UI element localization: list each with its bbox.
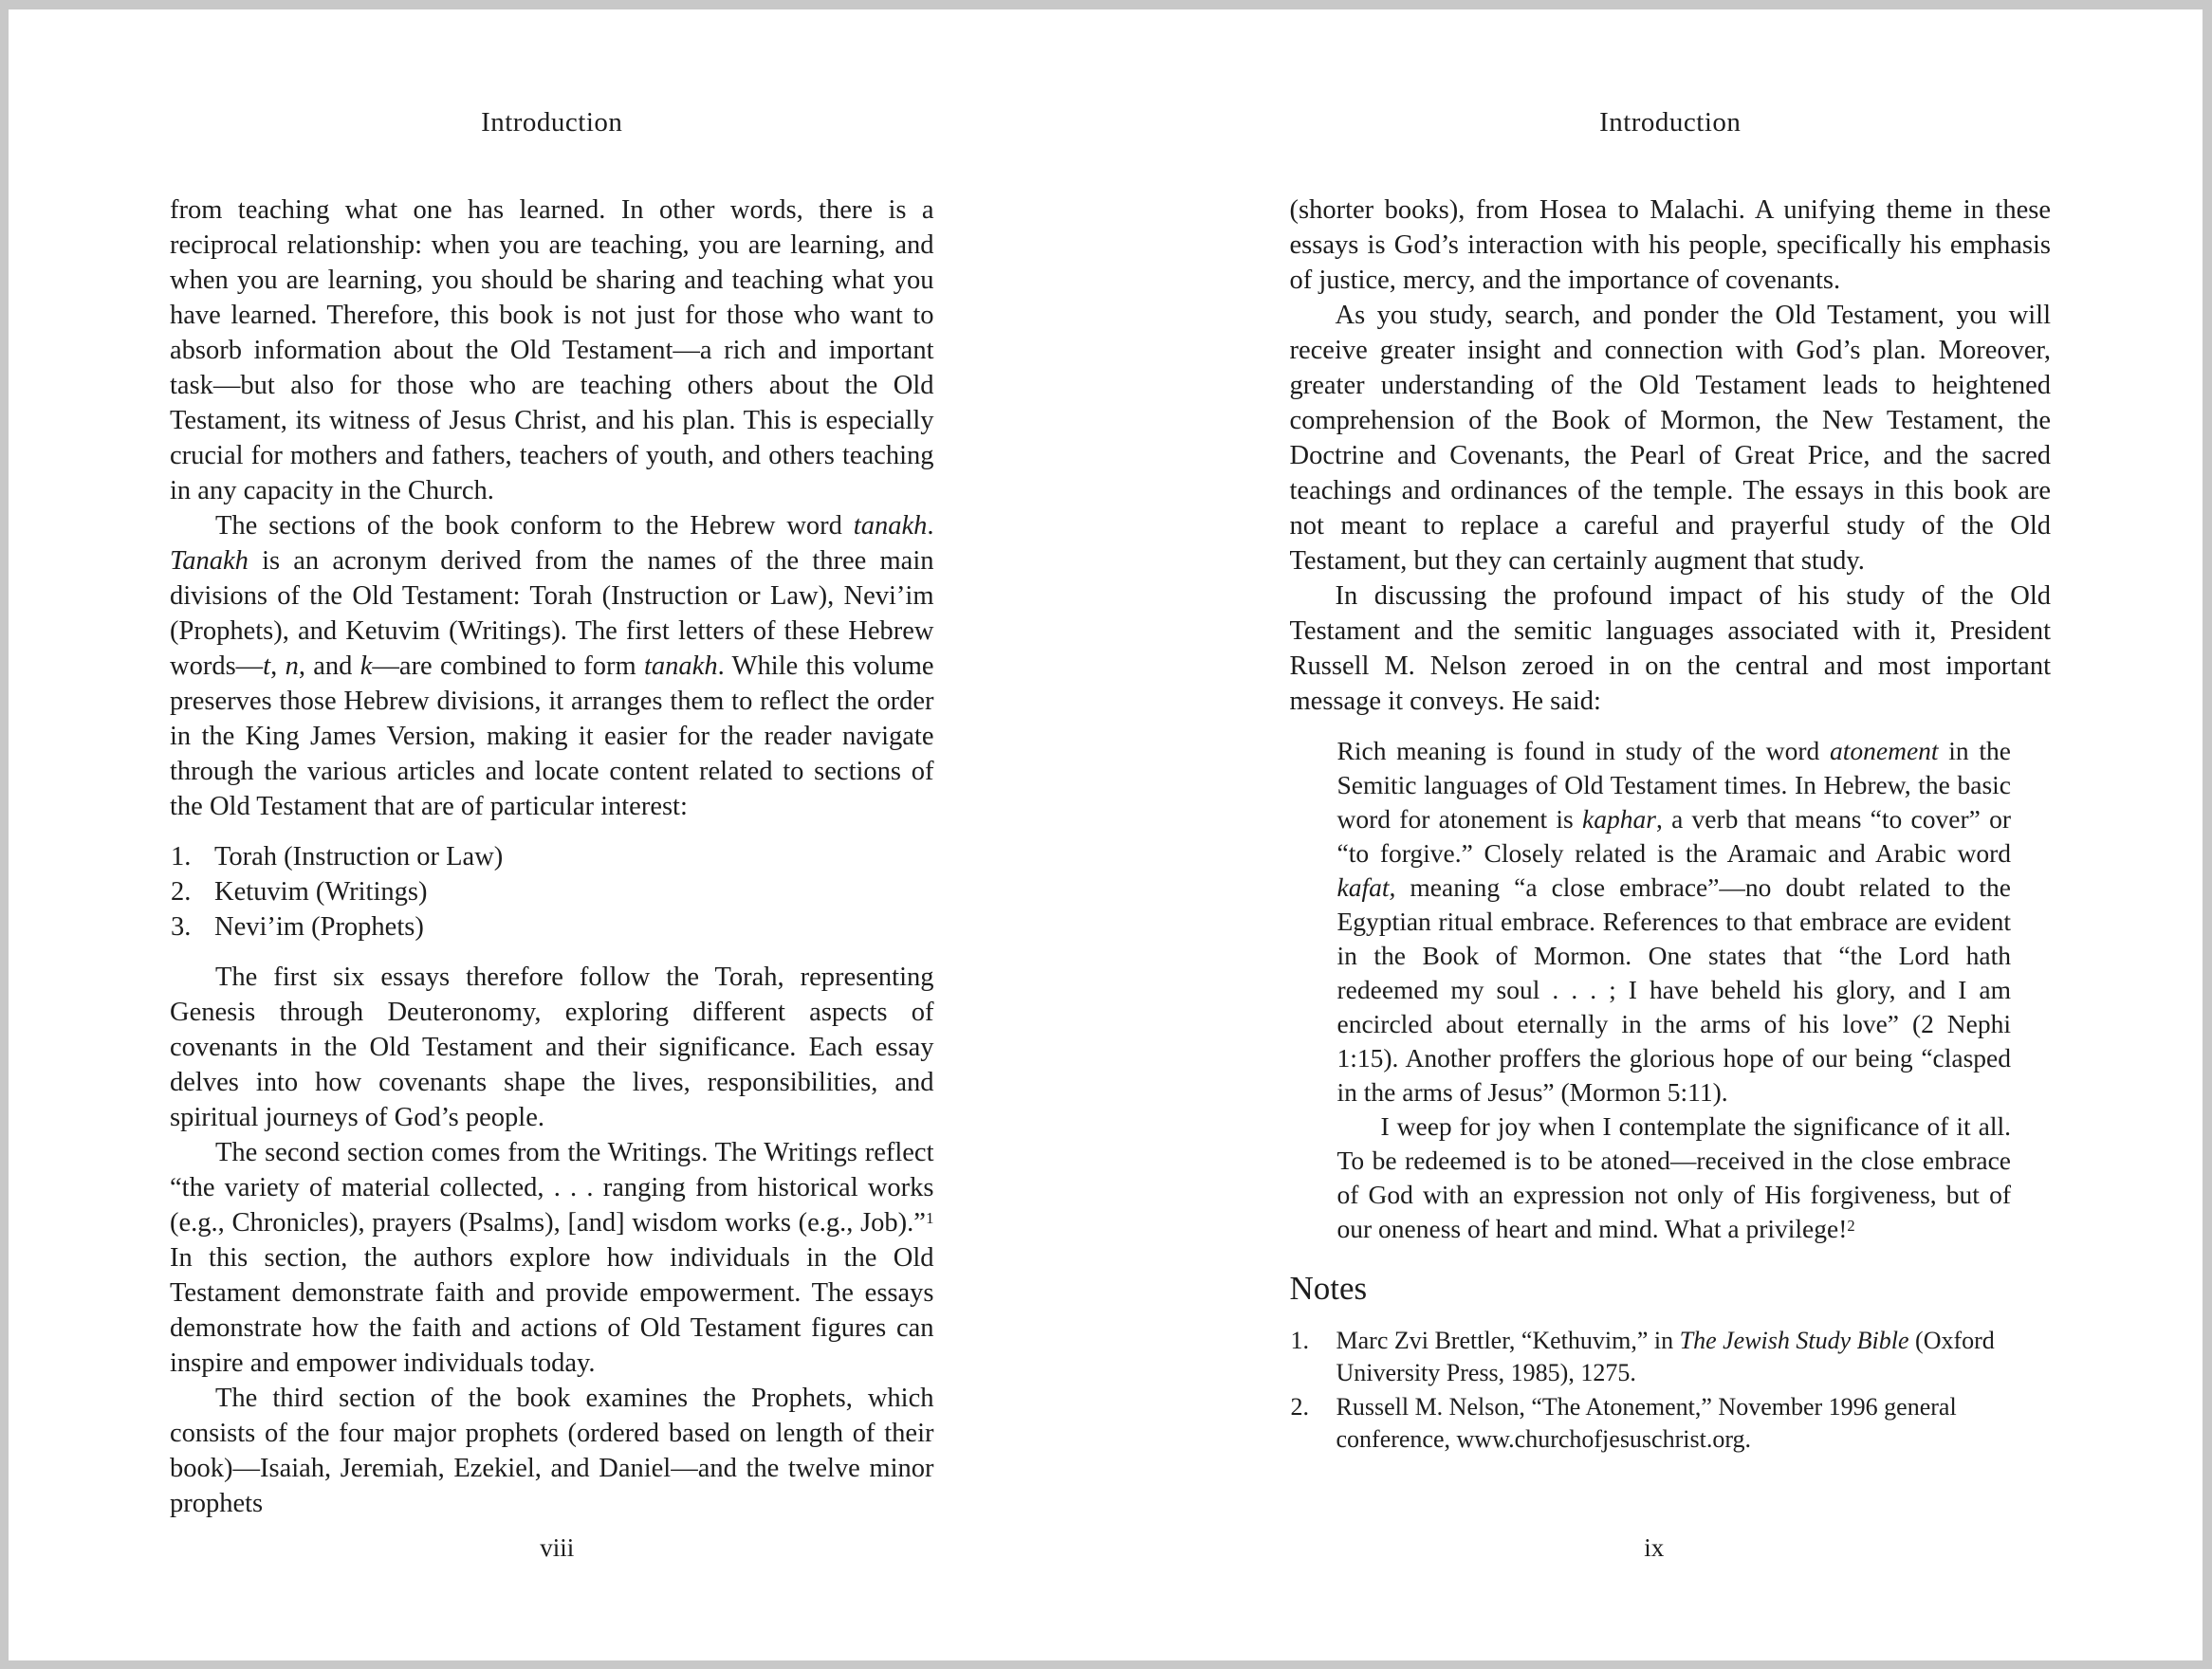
notes-list xyxy=(1290,1325,2052,1455)
list-item xyxy=(170,839,934,874)
text-run: Marc Zvi Brettler, “Kethuvim,” in xyxy=(1336,1327,1680,1354)
list-marker: 3. xyxy=(171,912,192,942)
text-run: Russell M. Nelson, “The Atonement,” November 1996 general conference, www.churchofjesuschrist.org. xyxy=(1336,1393,1957,1453)
text-run: t xyxy=(263,651,271,681)
text-run: n xyxy=(285,651,299,681)
list-text: Torah (Instruction or Law) xyxy=(214,842,504,871)
text-run: meaning “a close embrace”—no doubt related to the Egyptian ritual embrace. References to that embrace are evident in the Book of Mormon. One states that “the Lord hath redeemed my soul . . . ; I have beheld his glory, and I am encircled about eternally in the arms of his love” (2 Nephi 1:15). Another proffers the glorious hope of our being “clasped in the arms of Jesus” (Mormon 5:11). xyxy=(1336,872,2011,1107)
text-run: is an acronym derived from the names of the three main divisions of the Old Testament: Torah (Instruction or Law), Nevi’im (Prophets), and Ketuvim (Writings). The first letters of these Hebrew words— xyxy=(170,546,934,681)
text-run: , and xyxy=(298,651,360,681)
text-run: The Jewish Study Bible xyxy=(1679,1327,1909,1354)
text-run: , xyxy=(270,651,286,681)
text-run: Rich meaning is found in study of the word xyxy=(1336,736,1831,765)
text-run: (Oxford University Press, 1985), 1275. xyxy=(1336,1327,1995,1386)
block-quote xyxy=(1290,734,2052,1246)
paragraph xyxy=(1290,298,2052,578)
footnote-marker: 2 xyxy=(1847,1216,1855,1235)
text-run: tanakh xyxy=(853,511,928,541)
text-run: (shorter books), from Hosea to Malachi. A unifying theme in these essays is God’s interaction with his people, specifically his emphasis of justice, mercy, and the importance of covenants. xyxy=(1289,195,2051,295)
list-item xyxy=(170,874,934,909)
note-item xyxy=(1290,1325,2052,1388)
text-run: I weep for joy when I contemplate the significance of it all. To be redeemed is to be atoned—received in the close embrace of God with an expression not only of His forgiveness, but of our oneness of heart and mind. What a privilege! xyxy=(1336,1111,2011,1243)
quote-paragraph xyxy=(1337,734,2012,1110)
text-run: kafat, xyxy=(1336,872,1396,902)
book-page-right xyxy=(1106,9,2203,1660)
book-spread xyxy=(9,9,2203,1660)
note-marker: 1. xyxy=(1290,1327,1309,1354)
list-text: Ketuvim (Writings) xyxy=(214,877,428,907)
text-run: from teaching what one has learned. In other words, there is a reciprocal relationship: when you are teaching, you are learning, and when you are learning, you should be sharing and teaching what you have learned. Therefore, this book is not just for those who want to absorb information about the Old Testament—a rich and important task—but also for those who are teaching others about the Old Testament, its witness of Jesus Christ, and his plan. This is especially crucial for mothers and fathers, teachers of youth, and others teaching in any capacity in the Church. xyxy=(170,195,934,505)
page-body xyxy=(1290,193,2052,1455)
list-text: Nevi’im (Prophets) xyxy=(214,912,424,942)
text-run: The first six essays therefore follow the Torah, representing Genesis through Deuteronomy, exploring different aspects of covenants in the Old Testament and their significance. Each essay delves into how covenants shape the lives, responsibilities, and spiritual journeys of God’s people. xyxy=(170,963,934,1132)
list-marker: 1. xyxy=(171,842,192,871)
text-run: In discussing the profound impact of his study of the Old Testament and the semitic languages associated with it, President Russell M. Nelson zeroed in on the central and most important message it conveys. He said: xyxy=(1289,581,2051,716)
text-run: Tanakh xyxy=(170,546,249,576)
text-run: k xyxy=(359,651,373,681)
text-run: The sections of the book conform to the Hebrew word xyxy=(215,511,854,541)
paragraph xyxy=(170,508,934,824)
quote-paragraph xyxy=(1337,1110,2012,1246)
text-run: . While this volume preserves those Hebrew divisions, it arranges them to reflect the order in the King James Version, making it easier for the reader navigate through the various articles and locate content related to sections of the Old Testament that are of particular interest: xyxy=(170,651,934,821)
text-run: The third section of the book examines the Prophets, which consists of the four major prophets (ordered based on length of their book)—Isaiah, Jeremiah, Ezekiel, and Daniel—and the twelve minor prophets xyxy=(170,1384,934,1518)
paragraph xyxy=(170,1135,934,1381)
paragraph xyxy=(1290,578,2052,719)
book-page-left xyxy=(9,9,1106,1660)
paragraph xyxy=(170,960,934,1135)
page-number: ix xyxy=(1644,1533,1665,1562)
note-marker: 2. xyxy=(1290,1393,1309,1421)
paragraph xyxy=(170,1381,934,1521)
text-run: In this section, the authors explore how individuals in the Old Testament demonstrate faith and provide empowerment. The essays demonstrate how the faith and actions of Old Testament figures can inspire and empower individuals today. xyxy=(170,1243,934,1378)
text-run: As you study, search, and ponder the Old Testament, you will receive greater insight and connection with God’s plan. Moreover, greater understanding of the Old Testament leads to heightened comprehension of the Book of Mormon, the New Testament, the Doctrine and Covenants, the Pearl of Great Price, and the sacred teachings and ordinances of the temple. The essays in this book are not meant to replace a careful and prayerful study of the Old Testament, but they can certainly augment that study. xyxy=(1289,301,2051,576)
list-item xyxy=(170,909,934,945)
text-run: . xyxy=(927,511,934,541)
text-run: tanakh xyxy=(644,651,718,681)
page-number: viii xyxy=(540,1533,575,1562)
text-run: The second section comes from the Writings. The Writings reflect “the variety of material collected, . . . ranging from historical works (e.g., Chronicles), prayers (Psalms), [and] wisdom works (e.g., Job).” xyxy=(170,1138,934,1238)
running-head: Introduction xyxy=(481,107,623,138)
text-run: , a verb that means “to cover” or “to forgive.” Closely related is the Aramaic and Arabic word xyxy=(1336,804,2011,868)
page-body xyxy=(170,193,934,1521)
footnote-marker: 1 xyxy=(925,1209,934,1228)
numbered-list xyxy=(170,839,934,945)
text-run: in the Semitic languages of Old Testament times. In Hebrew, the basic word for atonement is xyxy=(1336,736,2011,834)
paragraph xyxy=(170,193,934,508)
list-marker: 2. xyxy=(171,877,192,907)
paragraph xyxy=(1290,193,2052,298)
text-run: kaphar xyxy=(1582,804,1656,834)
running-head: Introduction xyxy=(1599,107,1742,138)
text-run: atonement xyxy=(1830,736,1939,765)
text-run: —are combined to form xyxy=(372,651,645,681)
notes-heading: Notes xyxy=(1289,1270,1368,1307)
note-item xyxy=(1290,1391,2052,1455)
